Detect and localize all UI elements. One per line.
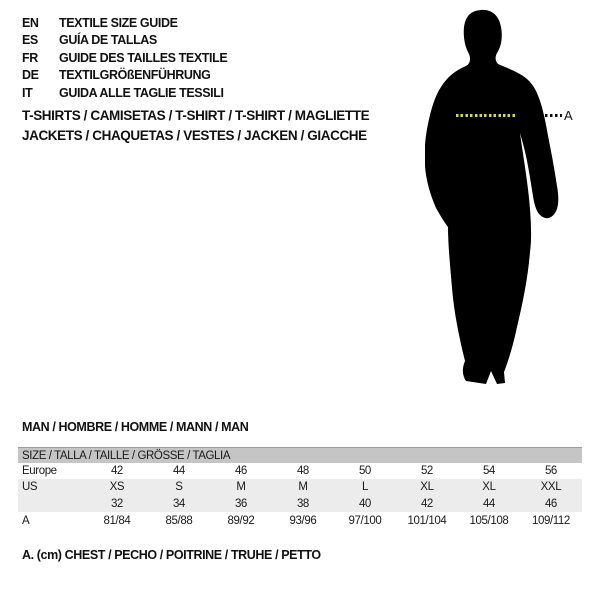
lang-row-fr (22, 49, 227, 67)
man-silhouette-shape (425, 10, 558, 384)
size-cell: XL (482, 481, 496, 493)
size-cell: 34 (172, 497, 185, 510)
size-cell: 38 (296, 497, 309, 510)
language-list (22, 14, 227, 102)
size-cell: XL (420, 481, 434, 493)
chest-measure-dashes (456, 114, 517, 117)
lang-code: IT (22, 85, 33, 100)
table-row-europe (18, 463, 582, 479)
size-cell: 50 (358, 465, 371, 477)
lang-code: ES (22, 33, 38, 48)
size-cell: 42 (110, 465, 123, 477)
measure-leader-dashes (545, 114, 562, 117)
row-label: Europe (22, 465, 57, 477)
lang-label: GUÍA DE TALLAS (59, 33, 157, 48)
size-cell: 81/84 (103, 515, 131, 527)
size-cell: 105/108 (469, 515, 509, 527)
man-silhouette (425, 5, 573, 390)
row-label: A (22, 515, 30, 527)
lang-label: GUIDA ALLE TAGLIE TESSILI (59, 85, 224, 100)
lang-code: FR (22, 50, 38, 65)
table-row-us-numbers (18, 495, 582, 512)
size-table (18, 447, 582, 530)
size-cell: 52 (420, 465, 433, 477)
lang-label: TEXTILGRÖßENFÜHRUNG (59, 68, 211, 83)
size-cell: 40 (358, 497, 371, 510)
size-cell: 93/96 (289, 515, 317, 527)
table-row-us-letters (18, 479, 582, 495)
size-cell: 46 (234, 465, 247, 477)
size-cell: 46 (544, 497, 557, 510)
lang-row-en (22, 14, 227, 32)
size-cell: 109/112 (531, 515, 570, 527)
size-cell: 54 (482, 465, 495, 477)
size-cell: 44 (482, 497, 495, 510)
size-table-header: SIZE / TALLA / TAILLE / GRÖSSE / TAGLIA (18, 447, 582, 463)
size-cell: 36 (234, 497, 247, 510)
size-cell: 48 (296, 465, 309, 477)
size-cell: M (298, 481, 308, 493)
lang-code: EN (22, 15, 39, 30)
lang-label: TEXTILE SIZE GUIDE (59, 15, 178, 30)
lang-row-it (22, 84, 227, 102)
size-cell: M (236, 481, 246, 493)
size-cell: XXL (540, 481, 562, 493)
table-row-chest-a (18, 512, 582, 530)
category-line-jackets: JACKETS / CHAQUETAS / VESTES / JACKEN / GIACCHE (22, 128, 367, 143)
footnote-chest: A. (cm) CHEST / PECHO / POITRINE / TRUHE / PETTO (22, 548, 321, 562)
size-cell: 89/92 (227, 515, 255, 527)
size-cell: 42 (420, 497, 433, 510)
category-block (22, 106, 369, 146)
lang-label: GUIDE DES TAILLES TEXTILE (59, 50, 228, 65)
size-cell: 32 (110, 497, 123, 510)
size-cell: S (175, 481, 183, 493)
lang-row-es (22, 32, 227, 50)
lang-row-de (22, 67, 227, 85)
size-cell: L (361, 481, 368, 493)
measure-label-a: A (564, 108, 573, 123)
category-line-tshirts: T-SHIRTS / CAMISETAS / T-SHIRT / T-SHIRT / MAGLIETTE (22, 108, 370, 123)
size-cell: XS (109, 481, 125, 493)
size-cell: 56 (544, 465, 557, 477)
lang-code: DE (22, 68, 39, 83)
row-label: US (22, 481, 38, 493)
section-title-man: MAN / HOMBRE / HOMME / MANN / MAN (22, 420, 249, 434)
size-cell: 44 (172, 465, 185, 477)
size-cell: 101/104 (407, 515, 447, 527)
size-cell: 85/88 (165, 515, 193, 527)
size-cell: 97/100 (348, 515, 382, 527)
